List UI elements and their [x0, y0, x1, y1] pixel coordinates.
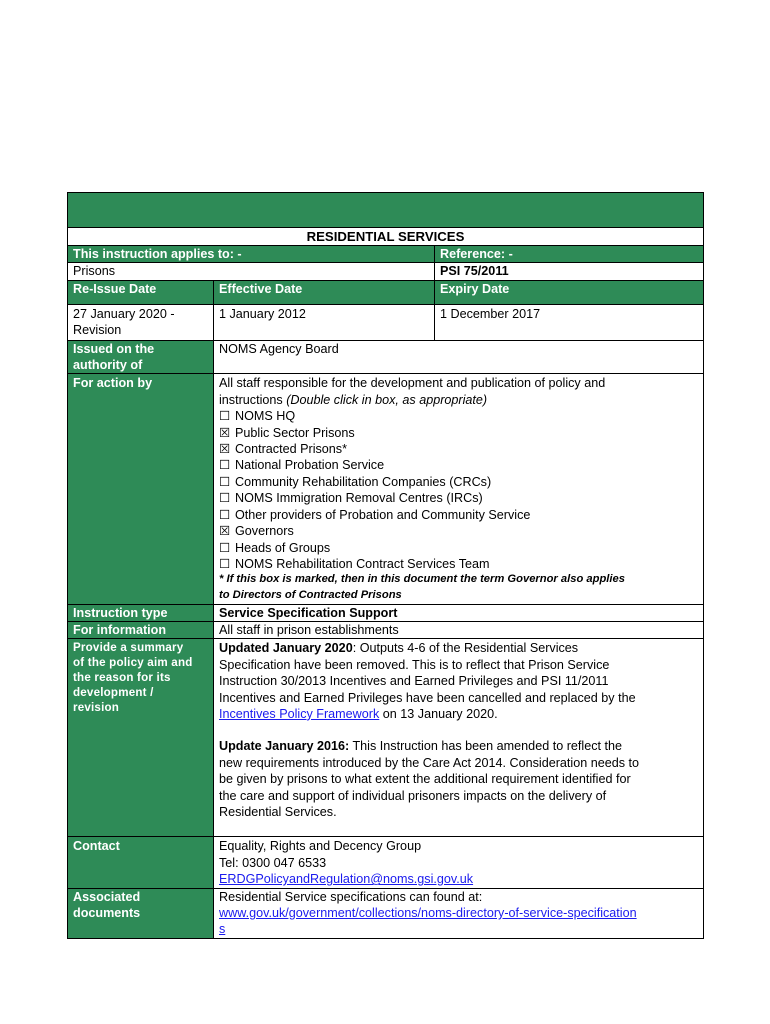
associated-label-line2: documents: [73, 906, 141, 920]
summary-2016-text: new requirements introduced by the Care Act 2014. Consideration needs to: [219, 755, 640, 770]
authority-value: NOMS Agency Board: [214, 340, 704, 374]
service-specifications-link[interactable]: [219, 906, 637, 936]
checked-box-icon[interactable]: ☒: [219, 442, 231, 457]
unchecked-box-icon[interactable]: ☐: [219, 507, 231, 522]
contact-phone: Tel: 0300 047 6533: [219, 855, 327, 870]
action-checkbox-item: [219, 556, 698, 572]
action-checkbox-item: [219, 425, 698, 441]
for-information-label: For information: [68, 621, 214, 638]
unchecked-box-icon[interactable]: ☐: [219, 540, 231, 555]
action-checkbox-item: [219, 457, 698, 473]
effective-date-value: 1 January 2012: [214, 304, 435, 340]
summary-label-line: Provide a summary: [73, 641, 184, 655]
service-specifications-link-line1: www.gov.uk/government/collections/noms-directory-of-service-specification: [219, 906, 637, 920]
service-specifications-link-line2: s: [219, 922, 226, 937]
summary-2020-text: on 13 January 2020.: [379, 706, 498, 721]
summary-2020-text: Instruction 30/2013 Incentives and Earned Privileges and PSI 11/2011: [219, 674, 609, 689]
action-checkbox-label: NOMS Immigration Removal Centres (IRCs): [235, 491, 483, 506]
summary-2016-text: the care and support of individual prisoners impacts on the delivery of: [219, 788, 607, 803]
summary-value: [214, 639, 704, 837]
summary-label: [68, 639, 214, 837]
expiry-date-label: Expiry Date: [435, 280, 704, 304]
checked-box-icon[interactable]: ☒: [219, 524, 231, 539]
contact-label: Contact: [68, 837, 214, 888]
authority-label-line2: authority of: [73, 358, 143, 373]
contact-email-link[interactable]: ERDGPolicyandRegulation@noms.gsi.gov.uk: [219, 872, 474, 887]
action-checkbox-item: [219, 474, 698, 490]
checked-box-icon[interactable]: ☒: [219, 425, 231, 440]
action-intro-line1: All staff responsible for the development and publication of policy and: [219, 376, 606, 391]
for-action-label: For action by: [68, 374, 214, 604]
action-checkbox-label: NOMS HQ: [235, 409, 296, 424]
instruction-type-label: Instruction type: [68, 604, 214, 621]
summary-2016-text: be given by prisons to what extent the additional requirement identified for: [219, 772, 631, 787]
for-information-value: All staff in prison establishments: [214, 621, 704, 638]
authority-label-line1: Issued on the: [73, 341, 155, 356]
instruction-type-value: Service Specification Support: [214, 604, 704, 621]
reference-label: Reference: -: [435, 246, 704, 263]
summary-2020-heading: Updated January 2020: [219, 641, 353, 656]
action-checkbox-item: [219, 408, 698, 424]
document-title: RESIDENTIAL SERVICES: [68, 228, 704, 246]
summary-2020-text: Incentives and Earned Privileges have been cancelled and replaced by the: [219, 690, 636, 705]
governor-note-line1: * If this box is marked, then in this document the term Governor also applies: [219, 573, 625, 586]
action-checkbox-item: [219, 507, 698, 523]
summary-label-line: development /: [73, 686, 154, 700]
contact-group: Equality, Rights and Decency Group: [219, 839, 422, 854]
unchecked-box-icon[interactable]: ☐: [219, 491, 231, 506]
summary-2016-text: Residential Services.: [219, 804, 337, 819]
instruction-cover-table: [67, 192, 703, 939]
expiry-date-value: 1 December 2017: [435, 304, 704, 340]
reference-value: PSI 75/2011: [435, 263, 704, 280]
summary-paragraph-2016: [219, 738, 698, 820]
reissue-date-label: Re-Issue Date: [68, 280, 214, 304]
associated-label-line1: Associated: [73, 889, 141, 904]
reissue-date-value: [68, 304, 214, 340]
effective-date-label: Effective Date: [214, 280, 435, 304]
unchecked-box-icon[interactable]: ☐: [219, 409, 231, 424]
associated-intro: Residential Service specifications can found at:: [219, 889, 483, 904]
action-intro-italic: (Double click in box, as appropriate): [286, 392, 488, 407]
action-intro-line2: instructions: [219, 392, 283, 407]
action-checkbox-label: Public Sector Prisons: [235, 425, 355, 440]
associated-documents-value: [214, 888, 704, 938]
reissue-date-line1: 27 January 2020 -: [73, 306, 175, 321]
header-banner: [68, 193, 704, 228]
reissue-date-line2: Revision: [73, 323, 122, 338]
unchecked-box-icon[interactable]: ☐: [219, 474, 231, 489]
applies-to-label: This instruction applies to: -: [68, 246, 435, 263]
action-checkbox-label: NOMS Rehabilitation Contract Services Team: [235, 556, 490, 571]
governor-note: [219, 572, 698, 603]
action-checkbox-label: Governors: [235, 524, 294, 539]
action-checkbox-label: Contracted Prisons*: [235, 442, 347, 457]
summary-paragraph-2020: [219, 640, 698, 722]
unchecked-box-icon[interactable]: ☐: [219, 556, 231, 571]
action-checkbox-item: [219, 523, 698, 539]
action-checkbox-label: National Probation Service: [235, 458, 385, 473]
action-checkbox-label: Community Rehabilitation Companies (CRCs): [235, 474, 492, 489]
governor-note-line2: to Directors of Contracted Prisons: [219, 588, 402, 601]
for-action-value: [214, 374, 704, 604]
action-checkbox-label: Other providers of Probation and Community Service: [235, 507, 531, 522]
action-checkbox-label: Heads of Groups: [235, 540, 331, 555]
authority-label: [68, 340, 214, 374]
applies-to-value: Prisons: [68, 263, 435, 280]
summary-label-line: of the policy aim and: [73, 656, 193, 670]
action-checkbox-item: [219, 490, 698, 506]
summary-2020-text: : Outputs 4-6 of the Residential Services: [352, 641, 579, 656]
incentives-policy-framework-link[interactable]: Incentives Policy Framework: [219, 706, 380, 721]
summary-2020-text: Specification have been removed. This is to reflect that Prison Service: [219, 657, 610, 672]
contact-value: [214, 837, 704, 888]
action-checkbox-item: [219, 441, 698, 457]
summary-label-line: the reason for its: [73, 671, 171, 685]
action-checkbox-item: [219, 540, 698, 556]
action-checkbox-list: [219, 408, 698, 572]
summary-2016-text: This Instruction has been amended to reflect the: [349, 739, 622, 754]
summary-2016-heading: Update January 2016:: [219, 739, 350, 754]
unchecked-box-icon[interactable]: ☐: [219, 458, 231, 473]
summary-label-line: revision: [73, 701, 120, 715]
associated-documents-label: [68, 888, 214, 938]
